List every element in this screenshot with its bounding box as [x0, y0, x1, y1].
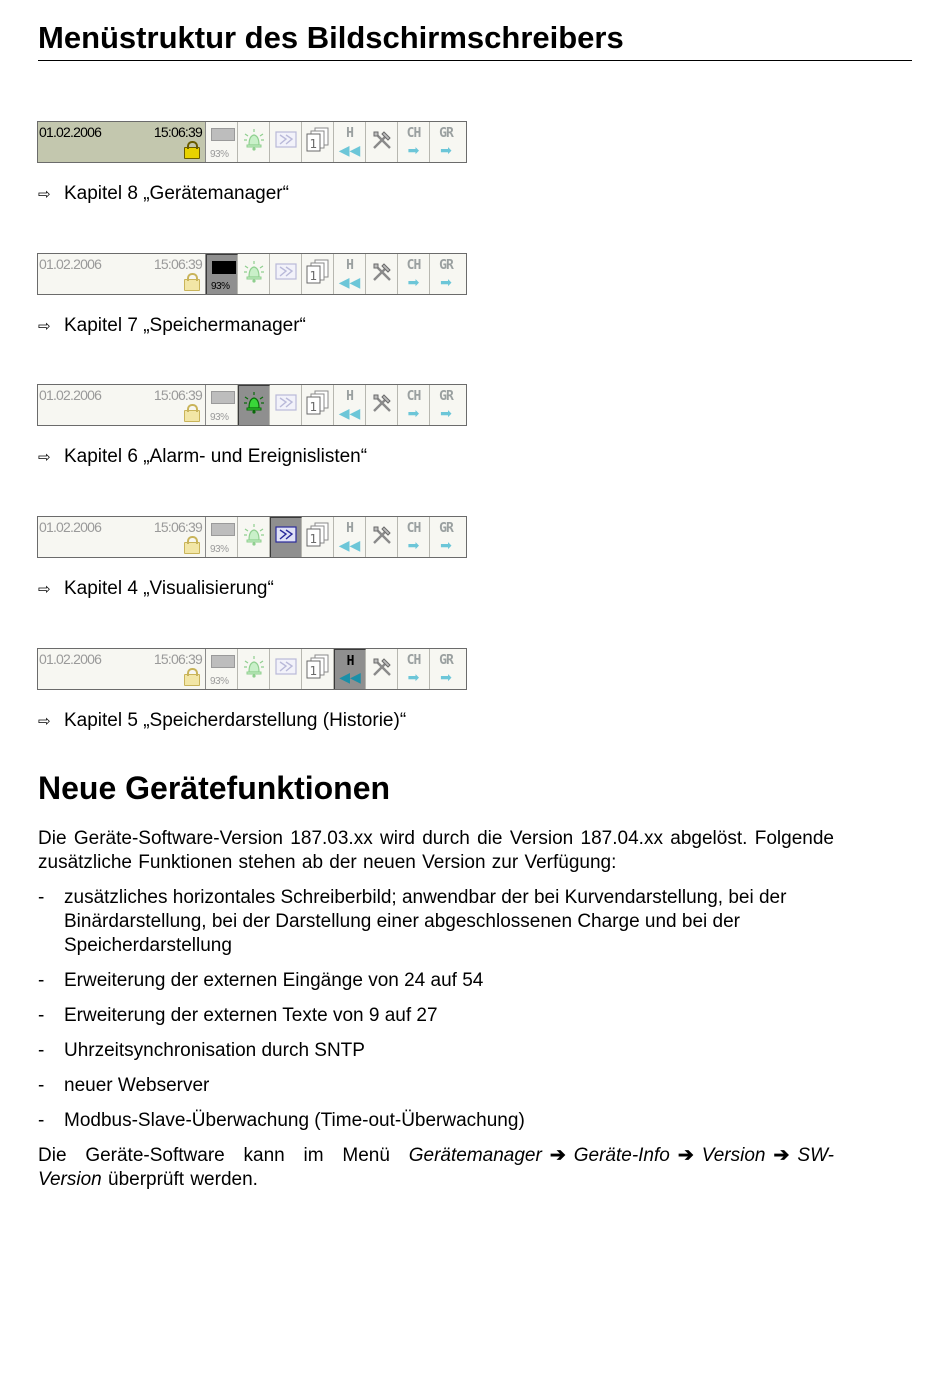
date-display: 01.02.2006 — [39, 519, 102, 535]
arrow-right-icon: ➡ — [440, 274, 452, 290]
memory-percent: 93% — [210, 544, 229, 555]
memory-button[interactable] — [206, 254, 238, 294]
visualization-button[interactable] — [270, 385, 302, 425]
memory-percent: 93% — [210, 149, 229, 160]
svg-text:1: 1 — [309, 399, 317, 414]
history-icon: H — [346, 654, 354, 669]
memory-icon — [211, 128, 235, 141]
list-item: - neuer Webserver — [38, 1075, 210, 1096]
recorder-toolbar — [37, 516, 467, 558]
rewind-icon: ◀◀ — [338, 537, 361, 553]
lock-icon — [184, 542, 200, 554]
time-display: 15:06:39 — [153, 519, 202, 535]
ch-button[interactable] — [398, 385, 430, 425]
recorder-toolbar — [37, 121, 467, 163]
pages-button[interactable] — [302, 254, 334, 294]
chapter-reference-text: Kapitel 4 „Visualisierung“ — [64, 578, 274, 599]
page-title: Menüstruktur des Bildschirmschreibers — [38, 18, 912, 61]
history-icon: H — [346, 521, 353, 536]
history-button[interactable] — [334, 385, 366, 425]
svg-text:1: 1 — [309, 136, 317, 151]
alarm-button[interactable] — [238, 122, 270, 162]
svg-text:1: 1 — [309, 531, 317, 546]
menu-path-item: Gerätemanager — [408, 1145, 542, 1166]
history-icon: H — [346, 389, 353, 404]
time-display: 15:06:39 — [153, 651, 202, 667]
lock-icon — [184, 674, 200, 686]
visualization-icon — [274, 656, 298, 683]
status-display-button[interactable] — [38, 649, 206, 689]
arrow-icon: ⇨ — [38, 713, 51, 730]
gr-icon: GR — [439, 258, 453, 273]
menu-path-item: Geräte-Info — [573, 1145, 670, 1166]
list-item: - Erweiterung der externen Texte von 9 auf 27 — [38, 1005, 438, 1026]
gr-icon: GR — [439, 521, 453, 536]
lock-icon — [184, 147, 200, 159]
chapter-reference — [38, 182, 289, 207]
arrow-icon: ⇨ — [38, 186, 51, 203]
recorder-toolbar — [37, 384, 467, 426]
memory-percent: 93% — [211, 281, 230, 292]
memory-percent: 93% — [210, 676, 229, 687]
ch-icon: CH — [406, 521, 421, 536]
visualization-button[interactable] — [270, 122, 302, 162]
tools-button[interactable] — [366, 517, 398, 557]
memory-percent: 93% — [210, 412, 229, 423]
visualization-icon — [274, 392, 298, 419]
list-item: - zusätzliches horizontales Schreiberbild; anwendbar der bei Kurvendarstellung, bei der Binärdarstellung, bei der Darstellung einer abgeschlossenen Charge und bei der Speicherdarstellung — [38, 887, 787, 956]
status-display-button[interactable] — [38, 122, 206, 162]
pages-button[interactable] — [302, 649, 334, 689]
arrow-right-icon: ➡ — [407, 405, 420, 421]
tools-icon — [369, 654, 395, 685]
arrow-right-icon: ➔ — [549, 1145, 566, 1166]
ch-icon: CH — [406, 126, 421, 141]
visualization-icon — [274, 261, 298, 288]
list-item: - Modbus-Slave-Überwachung (Time-out-Überwachung) — [38, 1110, 525, 1131]
date-display: 01.02.2006 — [39, 651, 102, 667]
date-display: 01.02.2006 — [39, 124, 102, 140]
ch-icon: CH — [406, 389, 421, 404]
history-button[interactable] — [334, 122, 366, 162]
history-button[interactable] — [334, 254, 366, 294]
visualization-button[interactable] — [270, 517, 302, 557]
gr-icon: GR — [439, 653, 453, 668]
arrow-right-icon: ➔ — [677, 1145, 694, 1166]
pages-icon — [305, 653, 331, 686]
memory-button[interactable] — [206, 517, 238, 557]
arrow-right-icon: ➡ — [440, 142, 452, 158]
alarm-button[interactable] — [238, 517, 270, 557]
menu-path-item: SW-Version — [38, 1145, 834, 1190]
gr-button[interactable] — [430, 254, 462, 294]
rewind-icon: ◀◀ — [338, 405, 361, 421]
pages-icon — [305, 521, 331, 554]
chapter-reference — [38, 314, 306, 339]
svg-text:1: 1 — [309, 663, 317, 678]
arrow-right-icon: ➡ — [440, 669, 452, 685]
alarm-button[interactable] — [238, 385, 270, 425]
gr-button[interactable] — [430, 122, 462, 162]
rewind-icon: ◀◀ — [338, 142, 361, 158]
arrow-right-icon: ➡ — [407, 142, 420, 158]
gr-button[interactable] — [430, 649, 462, 689]
chapter-reference — [38, 445, 367, 470]
chapter-reference-text: Kapitel 7 „Speichermanager“ — [64, 315, 306, 336]
visualization-icon — [274, 129, 298, 156]
chapter-reference-text: Kapitel 6 „Alarm- und Ereignislisten“ — [64, 446, 368, 467]
alarm-bell-icon — [241, 259, 267, 290]
date-display: 01.02.2006 — [39, 387, 102, 403]
alarm-bell-icon — [241, 654, 267, 685]
arrow-icon: ⇨ — [38, 318, 51, 335]
pages-icon — [305, 126, 331, 159]
memory-icon — [211, 655, 235, 668]
chapter-reference-text: Kapitel 5 „Speicherdarstellung (Historie)“ — [64, 710, 407, 731]
list-item: - Erweiterung der externen Eingänge von 24 auf 54 — [38, 970, 484, 991]
tools-icon — [369, 127, 395, 158]
memory-icon — [211, 391, 235, 404]
gr-icon: GR — [439, 389, 453, 404]
status-display-button[interactable] — [38, 254, 206, 294]
pages-icon — [305, 258, 331, 291]
section-heading: Neue Gerätefunktionen — [38, 770, 391, 806]
chapter-reference — [38, 709, 406, 734]
pages-button[interactable] — [302, 517, 334, 557]
lock-icon — [184, 410, 200, 422]
tools-icon — [369, 522, 395, 553]
status-display-button[interactable] — [38, 385, 206, 425]
arrow-right-icon: ➡ — [440, 537, 452, 553]
time-display: 15:06:39 — [153, 124, 202, 140]
visualization-button[interactable] — [270, 254, 302, 294]
ch-button[interactable] — [398, 517, 430, 557]
history-button[interactable] — [334, 649, 366, 689]
arrow-icon: ⇨ — [38, 449, 51, 466]
arrow-right-icon: ➔ — [773, 1145, 790, 1166]
memory-button[interactable] — [206, 122, 238, 162]
time-display: 15:06:39 — [153, 387, 202, 403]
memory-button[interactable] — [206, 385, 238, 425]
history-button[interactable] — [334, 517, 366, 557]
tools-button[interactable] — [366, 254, 398, 294]
memory-button[interactable] — [206, 649, 238, 689]
pages-button[interactable] — [302, 122, 334, 162]
time-display: 15:06:39 — [153, 256, 202, 272]
arrow-right-icon: ➡ — [407, 669, 420, 685]
menu-path-item: Version — [701, 1145, 766, 1166]
lock-icon — [184, 279, 200, 291]
tools-button[interactable] — [366, 385, 398, 425]
list-item: - Uhrzeitsynchronisation durch SNTP — [38, 1040, 365, 1061]
chapter-reference — [38, 577, 274, 602]
date-display: 01.02.2006 — [39, 256, 102, 272]
arrow-icon: ⇨ — [38, 581, 51, 598]
pages-button[interactable] — [302, 385, 334, 425]
svg-text:1: 1 — [309, 268, 317, 283]
alarm-button[interactable] — [238, 254, 270, 294]
gr-icon: GR — [439, 126, 453, 141]
alarm-bell-icon — [241, 390, 267, 421]
history-icon: H — [346, 126, 353, 141]
visualization-icon — [274, 524, 298, 551]
rewind-icon: ◀◀ — [338, 274, 361, 290]
alarm-bell-icon — [241, 522, 267, 553]
ch-button[interactable] — [398, 649, 430, 689]
recorder-toolbar — [37, 253, 467, 295]
tools-button[interactable] — [366, 122, 398, 162]
status-display-button[interactable] — [38, 517, 206, 557]
alarm-bell-icon — [241, 127, 267, 158]
tools-button[interactable] — [366, 649, 398, 689]
ch-button[interactable] — [398, 254, 430, 294]
ch-icon: CH — [406, 653, 421, 668]
visualization-button[interactable] — [270, 649, 302, 689]
recorder-toolbar — [37, 648, 467, 690]
intro-paragraph: Die Geräte-Software-Version 187.03.xx wird durch die Version 187.04.xx abgelöst. Folgende zusätzliche Funktionen stehen ab der neuen Version zur Verfügung: — [38, 828, 834, 873]
memory-icon — [212, 261, 236, 274]
arrow-right-icon: ➡ — [407, 537, 420, 553]
rewind-icon: ◀◀ — [339, 669, 361, 685]
ch-button[interactable] — [398, 122, 430, 162]
tools-icon — [369, 390, 395, 421]
memory-icon — [211, 523, 235, 536]
feature-list — [38, 886, 834, 1144]
chapter-reference-text: Kapitel 8 „Gerätemanager“ — [64, 183, 289, 204]
alarm-button[interactable] — [238, 649, 270, 689]
tools-icon — [369, 259, 395, 290]
pages-icon — [305, 389, 331, 422]
ch-icon: CH — [406, 258, 421, 273]
gr-button[interactable] — [430, 517, 462, 557]
arrow-right-icon: ➡ — [407, 274, 420, 290]
outro-paragraph: Die Geräte-Software kann im Menü Gerätemanager ➔ Geräte-Info ➔ Version ➔ SW-Version überprüft werden. — [38, 1145, 834, 1190]
history-icon: H — [346, 258, 353, 273]
gr-button[interactable] — [430, 385, 462, 425]
arrow-right-icon: ➡ — [440, 405, 452, 421]
